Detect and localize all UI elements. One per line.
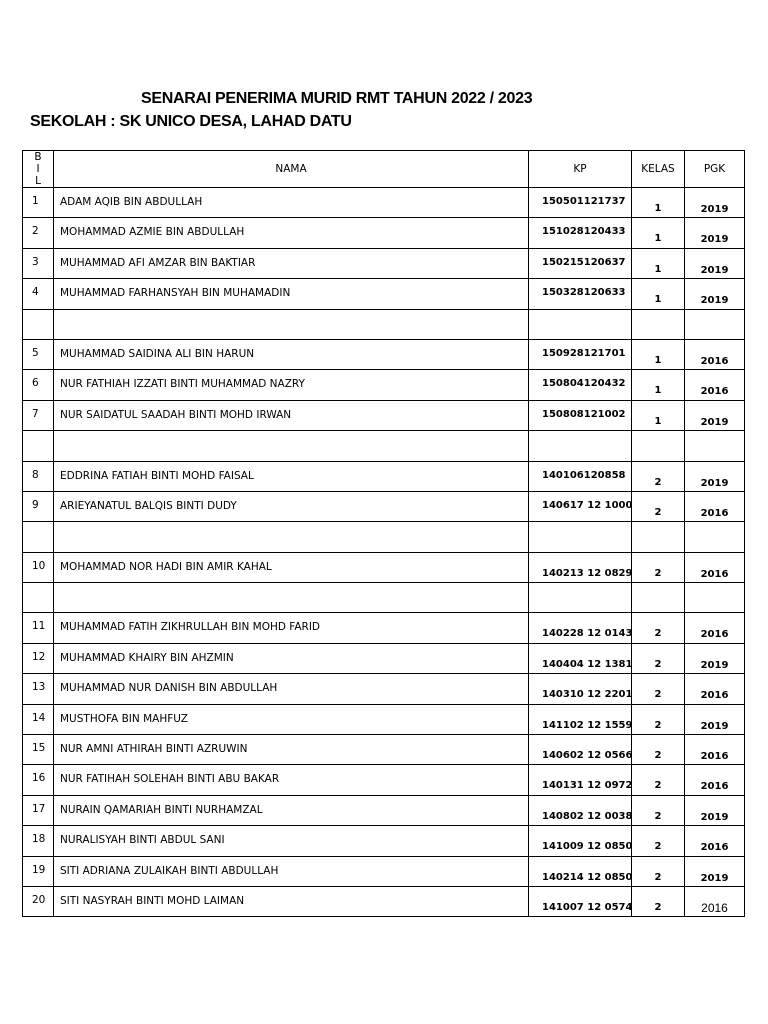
table-cell-empty [54, 583, 529, 613]
table-row [23, 279, 745, 309]
table-cell-bil [23, 279, 54, 309]
table-cell-kp [529, 613, 632, 643]
class-value: 1 [654, 354, 662, 366]
class-value: 1 [654, 415, 662, 427]
ic-number: 150808121002 [542, 408, 626, 420]
table-cell-kp [529, 461, 632, 491]
table-cell-kelas [632, 613, 685, 643]
table-row [23, 643, 745, 673]
ic-number: 141007 12 0574 [542, 901, 633, 913]
table-cell-nama [54, 643, 529, 673]
table-cell-kelas [632, 188, 685, 218]
class-value: 2 [654, 567, 662, 579]
table-row [23, 795, 745, 825]
table-cell-nama [54, 552, 529, 582]
school-name: SEKOLAH : SK UNICO DESA, LAHAD DATU [30, 113, 352, 130]
pgk-year: 2019 [700, 477, 729, 489]
table-cell-kelas [632, 704, 685, 734]
class-value: 2 [654, 658, 662, 670]
table-cell-empty [23, 309, 54, 339]
table-cell-kelas [632, 826, 685, 856]
table-header-row [23, 151, 745, 188]
student-name: NURAIN QAMARIAH BINTI NURHAMZAL [60, 803, 263, 816]
table-cell-nama [54, 674, 529, 704]
table-cell-kelas [632, 400, 685, 430]
pgk-year: 2019 [700, 234, 729, 246]
table-cell-pgk [685, 370, 745, 400]
table-cell-kp [529, 400, 632, 430]
table-cell-kelas [632, 248, 685, 278]
class-value: 1 [654, 203, 662, 214]
table-cell-pgk [685, 491, 745, 521]
table-cell-bil [23, 704, 54, 734]
table-cell-empty [632, 309, 685, 339]
student-name: NUR FATHIAH IZZATI BINTI MUHAMMAD NAZRY [60, 378, 305, 391]
table-cell-kp [529, 552, 632, 582]
table-cell-bil [23, 613, 54, 643]
class-value: 1 [654, 233, 662, 245]
class-value: 2 [654, 780, 662, 792]
table-cell-kelas [632, 643, 685, 673]
table-row-empty [23, 583, 745, 613]
table-cell-nama [54, 339, 529, 369]
row-number: 14 [32, 711, 46, 724]
table-cell-nama [54, 248, 529, 278]
table-cell-bil [23, 826, 54, 856]
row-number: 8 [32, 468, 39, 481]
table-row [23, 765, 745, 795]
row-number: 20 [32, 893, 46, 906]
table-cell-kp [529, 279, 632, 309]
column-header-pgk: PGK [685, 151, 745, 188]
table-cell-bil [23, 370, 54, 400]
table-cell-empty [54, 431, 529, 461]
pgk-year: 2019 [700, 720, 729, 732]
student-name: MOHAMMAD NOR HADI BIN AMIR KAHAL [60, 560, 272, 573]
student-name: MUHAMMAD NUR DANISH BIN ABDULLAH [60, 682, 278, 695]
table-cell-nama [54, 491, 529, 521]
table-cell-empty [632, 522, 685, 552]
pgk-year: 2019 [700, 264, 729, 276]
student-name: NUR SAIDATUL SAADAH BINTI MOHD IRWAN [60, 408, 292, 421]
pgk-year: 2019 [700, 295, 729, 307]
table-cell-kp [529, 795, 632, 825]
table-row [23, 886, 745, 916]
table-cell-kp [529, 704, 632, 734]
table-cell-pgk [685, 886, 745, 916]
bil-header-text: BI L [34, 151, 42, 187]
table-cell-pgk [685, 552, 745, 582]
ic-number: 150928121701 [542, 347, 626, 359]
student-name: MUSTHOFA BIN MAHFUZ [60, 712, 188, 725]
table-cell-nama [54, 735, 529, 765]
pgk-year: 2016 [700, 781, 729, 793]
student-name: ADAM AQIB BIN ABDULLAH [60, 196, 203, 208]
table-cell-pgk [685, 400, 745, 430]
table-cell-pgk [685, 643, 745, 673]
class-value: 1 [654, 294, 662, 306]
table-cell-kelas [632, 491, 685, 521]
table-cell-bil [23, 461, 54, 491]
table-row [23, 248, 745, 278]
pgk-year: 2016 [700, 751, 729, 763]
table-cell-empty [54, 309, 529, 339]
pgk-year: 2016 [701, 900, 728, 915]
table-cell-nama [54, 370, 529, 400]
table-cell-pgk [685, 248, 745, 278]
ic-number: 140228 12 0143 [542, 628, 633, 640]
table-cell-nama [54, 704, 529, 734]
table-cell-bil [23, 188, 54, 218]
table-row [23, 613, 745, 643]
table-cell-bil [23, 552, 54, 582]
pgk-year: 2016 [700, 355, 729, 367]
table-cell-bil [23, 795, 54, 825]
student-name: MUHAMMAD SAIDINA ALI BIN HARUN [60, 347, 255, 360]
student-name: NUR FATIHAH SOLEHAH BINTI ABU BAKAR [60, 773, 280, 786]
table-cell-empty [23, 522, 54, 552]
table-cell-pgk [685, 704, 745, 734]
row-number: 12 [32, 650, 46, 663]
student-name: NUR AMNI ATHIRAH BINTI AZRUWIN [60, 743, 248, 756]
table-cell-nama [54, 279, 529, 309]
pgk-year: 2019 [700, 204, 729, 215]
table-cell-nama [54, 188, 529, 218]
table-cell-kp [529, 248, 632, 278]
class-value: 2 [654, 841, 662, 853]
ic-number: 150804120432 [542, 378, 626, 390]
student-name: MUHAMMAD KHAIRY BIN AHZMIN [60, 651, 234, 664]
ic-number: 140214 12 0850 [542, 871, 633, 883]
row-number: 9 [32, 498, 39, 511]
table-cell-kelas [632, 279, 685, 309]
table-cell-kelas [632, 856, 685, 886]
table-cell-nama [54, 613, 529, 643]
class-value: 2 [654, 719, 662, 731]
row-number: 11 [32, 620, 46, 633]
table-body [23, 188, 745, 917]
table-cell-pgk [685, 765, 745, 795]
table-cell-empty [685, 309, 745, 339]
pgk-year: 2019 [700, 872, 729, 884]
pgk-year: 2016 [700, 842, 729, 854]
table-cell-kelas [632, 886, 685, 916]
class-value: 2 [654, 901, 662, 913]
table-row [23, 826, 745, 856]
column-header-kelas: KELAS [632, 151, 685, 188]
column-header-nama: NAMA [54, 151, 529, 188]
table-cell-pgk [685, 188, 745, 218]
table-row [23, 218, 745, 248]
table-cell-pgk [685, 279, 745, 309]
table-cell-nama [54, 826, 529, 856]
class-value: 2 [654, 871, 662, 883]
table-cell-empty [529, 431, 632, 461]
table-cell-kp [529, 674, 632, 704]
row-number: 6 [32, 377, 39, 390]
ic-number: 140131 12 0972 [542, 780, 633, 792]
table-row [23, 370, 745, 400]
table-row [23, 552, 745, 582]
row-number: 15 [32, 742, 46, 755]
row-number: 5 [32, 346, 39, 359]
class-value: 2 [654, 689, 662, 701]
table-cell-pgk [685, 856, 745, 886]
row-number: 16 [32, 772, 46, 785]
table-cell-bil [23, 735, 54, 765]
table-cell-bil [23, 856, 54, 886]
table-cell-empty [54, 522, 529, 552]
row-number: 10 [32, 559, 46, 572]
table-cell-bil [23, 400, 54, 430]
table-cell-nama [54, 400, 529, 430]
table-cell-kp [529, 339, 632, 369]
table-row [23, 491, 745, 521]
table-cell-nama [54, 765, 529, 795]
table-row [23, 400, 745, 430]
pgk-year: 2019 [700, 416, 729, 428]
table-cell-empty [632, 583, 685, 613]
class-value: 2 [654, 750, 662, 762]
row-number: 2 [32, 225, 39, 238]
class-value: 1 [654, 385, 662, 397]
student-name: MUHAMMAD AFI AMZAR BIN BAKTIAR [60, 256, 256, 269]
ic-number: 150501121737 [542, 196, 626, 207]
table-cell-empty [23, 431, 54, 461]
pgk-year: 2019 [700, 811, 729, 823]
table-cell-nama [54, 795, 529, 825]
student-name: MUHAMMAD FARHANSYAH BIN MUHAMADIN [60, 287, 291, 300]
table-cell-kp [529, 826, 632, 856]
row-number: 13 [32, 681, 46, 694]
column-header-bil [23, 151, 54, 188]
student-name: ARIEYANATUL BALQIS BINTI DUDY [60, 499, 237, 512]
table-cell-pgk [685, 613, 745, 643]
table-cell-empty [632, 431, 685, 461]
table-row-empty [23, 522, 745, 552]
table-cell-pgk [685, 461, 745, 491]
table-cell-empty [685, 431, 745, 461]
table-row [23, 461, 745, 491]
table-cell-bil [23, 765, 54, 795]
table-cell-pgk [685, 218, 745, 248]
column-header-kp: KP [529, 151, 632, 188]
table-row-empty [23, 309, 745, 339]
table-cell-kelas [632, 461, 685, 491]
table-row-empty [23, 431, 745, 461]
table-cell-kelas [632, 765, 685, 795]
student-name: NURALISYAH BINTI ABDUL SANI [60, 834, 225, 847]
table-cell-bil [23, 674, 54, 704]
student-name: MUHAMMAD FATIH ZIKHRULLAH BIN MOHD FARID [60, 621, 321, 634]
table-row [23, 188, 745, 218]
ic-number: 140617 12 1000 [542, 499, 633, 511]
table-cell-bil [23, 248, 54, 278]
table-cell-empty [529, 522, 632, 552]
pgk-year: 2016 [700, 568, 729, 580]
ic-number: 140404 12 1381 [542, 658, 633, 670]
list-title: SENARAI PENERIMA MURID RMT TAHUN 2022 / 2023 [141, 90, 533, 107]
table-cell-pgk [685, 339, 745, 369]
ic-number: 141009 12 0850 [542, 841, 633, 853]
class-value: 2 [654, 476, 662, 488]
table-row [23, 704, 745, 734]
table-cell-bil [23, 218, 54, 248]
table-cell-kp [529, 643, 632, 673]
ic-number: 140213 12 0829 [542, 567, 633, 579]
table-cell-bil [23, 339, 54, 369]
table-cell-kp [529, 735, 632, 765]
table-cell-kp [529, 856, 632, 886]
table-cell-empty [23, 583, 54, 613]
ic-number: 140602 12 0566 [542, 750, 633, 762]
table-cell-bil [23, 886, 54, 916]
table-cell-kelas [632, 735, 685, 765]
row-number: 18 [32, 833, 46, 846]
row-number: 1 [32, 195, 39, 207]
table-cell-nama [54, 886, 529, 916]
ic-number: 140802 12 0038 [542, 810, 633, 822]
student-name: MOHAMMAD AZMIE BIN ABDULLAH [60, 226, 245, 239]
table-cell-kp [529, 218, 632, 248]
table-cell-kp [529, 188, 632, 218]
row-number: 17 [32, 802, 46, 815]
row-number: 19 [32, 863, 46, 876]
table-cell-kp [529, 491, 632, 521]
pgk-year: 2019 [700, 659, 729, 671]
table-cell-pgk [685, 795, 745, 825]
table-cell-pgk [685, 674, 745, 704]
row-number: 3 [32, 255, 39, 268]
ic-number: 150215120637 [542, 256, 626, 268]
table-row [23, 735, 745, 765]
table-cell-bil [23, 643, 54, 673]
table-cell-pgk [685, 735, 745, 765]
table-cell-kp [529, 765, 632, 795]
table-cell-pgk [685, 826, 745, 856]
class-value: 2 [654, 810, 662, 822]
table-row [23, 339, 745, 369]
pgk-year: 2016 [700, 690, 729, 702]
table-cell-empty [529, 309, 632, 339]
pgk-year: 2016 [700, 507, 729, 519]
row-number: 4 [32, 286, 39, 299]
student-name: SITI NASYRAH BINTI MOHD LAIMAN [60, 894, 245, 907]
class-value: 1 [654, 263, 662, 275]
table-cell-kelas [632, 339, 685, 369]
table-cell-kp [529, 370, 632, 400]
ic-number: 140310 12 2201 [542, 689, 633, 701]
ic-number: 150328120633 [542, 287, 626, 299]
table-cell-empty [529, 583, 632, 613]
pgk-year: 2016 [700, 629, 729, 641]
ic-number: 140106120858 [542, 469, 626, 481]
table-cell-nama [54, 856, 529, 886]
table-cell-kelas [632, 218, 685, 248]
table-row [23, 856, 745, 886]
table-cell-nama [54, 218, 529, 248]
class-value: 2 [654, 628, 662, 640]
ic-number: 141102 12 1559 [542, 719, 633, 731]
ic-number: 151028120433 [542, 226, 626, 238]
recipient-table [22, 150, 745, 917]
table-cell-kp [529, 886, 632, 916]
table-cell-kelas [632, 795, 685, 825]
table-cell-kelas [632, 674, 685, 704]
row-number: 7 [32, 407, 39, 420]
table-cell-bil [23, 491, 54, 521]
student-name: EDDRINA FATIAH BINTI MOHD FAISAL [60, 469, 254, 482]
table-cell-kelas [632, 552, 685, 582]
table-cell-empty [685, 522, 745, 552]
class-value: 2 [654, 506, 662, 518]
table-cell-kelas [632, 370, 685, 400]
table-cell-empty [685, 583, 745, 613]
pgk-year: 2016 [700, 386, 729, 398]
table-row [23, 674, 745, 704]
student-name: SITI ADRIANA ZULAIKAH BINTI ABDULLAH [60, 864, 279, 877]
table-cell-nama [54, 461, 529, 491]
